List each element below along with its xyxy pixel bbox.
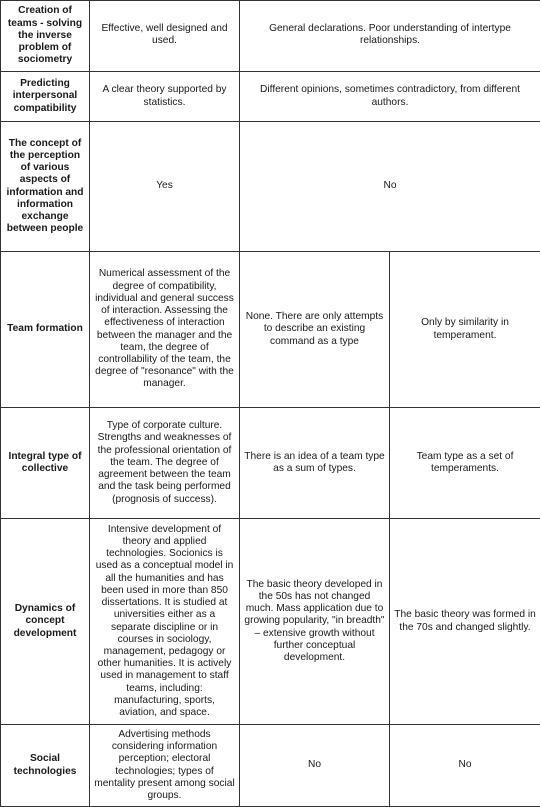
table-row	[1, 408, 540, 519]
row-header: Social technologies	[1, 725, 90, 807]
column-3-cell: None. There are only attempts to describe an existing command as a type	[240, 252, 390, 408]
column-3-cell: The basic theory developed in the 50s has not changed much. Mass application due to growing popularity, "in breadth" – extensive growth without further conceptual development.	[240, 519, 390, 725]
row-header: Team formation	[1, 252, 90, 408]
table-row	[1, 252, 540, 408]
table-row	[1, 122, 540, 252]
column-4-cell: The basic theory was formed in the 70s and changed slightly.	[390, 519, 540, 725]
table-row	[1, 1, 540, 72]
table-row	[1, 725, 540, 807]
merged-cell: Different opinions, sometimes contradictory, from different authors.	[240, 72, 540, 122]
socionics-cell: Advertising methods considering information perception; electoral technologies; types of mentality present among social groups.	[90, 725, 240, 807]
socionics-cell: Intensive development of theory and applied technologies. Socionics is used as a conceptual model in all the humanities and has been used in more than 850 dissertations. It is studied at universities either as a separate discipline or in courses in sociology, management, pedagogy or other humanities. It is actively used in management to staff teams, including: manufacturing, sports, aviation, and space.	[90, 519, 240, 725]
socionics-cell: Type of corporate culture. Strengths and weaknesses of the professional orientation of the team. The degree of agreement between the team and the task being performed (prognosis of success).	[90, 408, 240, 519]
table-row	[1, 72, 540, 122]
table-row	[1, 519, 540, 725]
row-header: Predicting interpersonal compatibility	[1, 72, 90, 122]
column-4-cell: No	[390, 725, 540, 807]
socionics-cell: Yes	[90, 122, 240, 252]
column-4-cell: Team type as a set of temperaments.	[390, 408, 540, 519]
socionics-cell: Effective, well designed and used.	[90, 1, 240, 72]
socionics-cell: A clear theory supported by statistics.	[90, 72, 240, 122]
merged-cell: No	[240, 122, 540, 252]
column-4-cell: Only by similarity in temperament.	[390, 252, 540, 408]
merged-cell: General declarations. Poor understanding of intertype relationships.	[240, 1, 540, 72]
row-header: The concept of the perception of various aspects of information and information exchange between people	[1, 122, 90, 252]
column-3-cell: No	[240, 725, 390, 807]
socionics-cell: Numerical assessment of the degree of compatibility, individual and general success of interaction. Assessing the effectiveness of interaction between the manager and the team, the degree of controllability of the team, the degree of "resonance" with the manager.	[90, 252, 240, 408]
row-header: Integral type of collective	[1, 408, 90, 519]
column-3-cell: There is an idea of a team type as a sum of types.	[240, 408, 390, 519]
row-header: Dynamics of concept development	[1, 519, 90, 725]
row-header: Creation of teams - solving the inverse problem of sociometry	[1, 1, 90, 72]
